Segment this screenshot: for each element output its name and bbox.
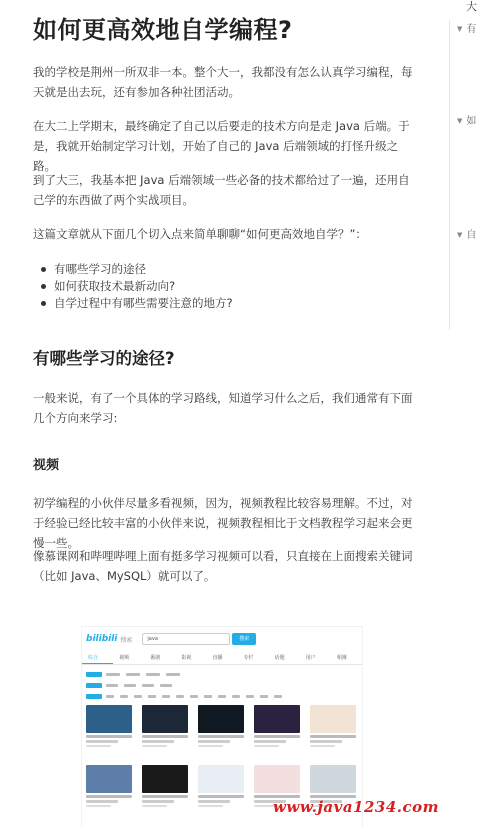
video-caption-line <box>142 745 167 747</box>
video-thumbnail <box>254 705 300 733</box>
screenshot-tab: 相簿 <box>336 655 347 661</box>
video-caption-line <box>142 735 188 738</box>
toc-item[interactable]: ▼ 有 <box>457 24 477 35</box>
screenshot-tab: 视频 <box>119 655 130 661</box>
logo-subtitle: 搜索 <box>120 636 133 644</box>
video-caption-line <box>310 745 335 747</box>
screenshot-search-input: java <box>142 633 230 645</box>
video-caption-line <box>198 735 244 738</box>
video-caption-line <box>198 740 230 743</box>
video-card <box>86 765 132 807</box>
screenshot-tab: 影视 <box>181 655 192 661</box>
screenshot-tab: 直播 <box>212 655 223 661</box>
toc-rail <box>449 20 450 330</box>
video-caption-line <box>198 800 230 803</box>
video-caption-line <box>198 745 223 747</box>
video-thumbnail <box>310 705 356 733</box>
video-caption-line <box>310 740 342 743</box>
screenshot-tab: 话题 <box>274 655 285 661</box>
paragraph-intro: 我的学校是荆州一所双非一本。整个大一，我都没有怎么认真学习编程，每天就是出去玩，还有参加各种社团活动。 <box>33 65 413 99</box>
paragraph-outline: 这篇文章就从下面几个切入点来简单聊聊“如何更高效地自学？”： <box>33 227 367 241</box>
toc-header: 大 <box>466 0 477 13</box>
screenshot-filter-row <box>86 693 288 699</box>
video-caption-line <box>86 735 132 738</box>
paragraph-direction: 在大二上学期末，最终确定了自己以后要走的技术方向是走 Java 后端。于是，我就开始制定学习计划，开始了自己的 Java 后端领域的打怪升级之路。 <box>33 119 410 173</box>
video-card <box>310 705 356 747</box>
video-thumbnail <box>142 705 188 733</box>
video-caption-line <box>254 740 286 743</box>
list-item: 自学过程中有哪些需要注意的地方? <box>40 295 233 312</box>
video-caption-line <box>254 745 279 747</box>
screenshot-tab: 番剧 <box>150 655 161 661</box>
screenshot-search-button: 搜索 <box>232 633 256 645</box>
screenshot-tab: 综合 <box>82 653 113 664</box>
screenshot-tab: 用户 <box>305 655 316 661</box>
paragraph-sites: 像慕课网和哔哩哔哩上面有挺多学习视频可以看，只直接在上面搜索关键词（比如 Java、MySQL）就可以了。 <box>33 549 413 583</box>
video-caption-line <box>198 795 244 798</box>
screenshot-filter-row <box>86 671 186 677</box>
toc-item[interactable]: ▼ 自 <box>457 230 477 241</box>
paragraph-paths: 一般来说，有了一个具体的学习路线，知道学习什么之后，我们通常有下面几个方向来学习: <box>33 391 413 425</box>
video-thumbnail <box>310 765 356 793</box>
watermark: www.java1234.com <box>273 798 440 816</box>
screenshot-topbar <box>82 627 362 651</box>
page-title: 如何更高效地自学编程? <box>33 16 293 44</box>
screenshot-filter-row <box>86 682 178 688</box>
video-thumbnail <box>254 765 300 793</box>
table-of-contents <box>449 0 475 827</box>
video-card <box>254 705 300 747</box>
paragraph-third-year: 到了大三，我基本把 Java 后端领域一些必备的技术都给过了一遍，还用自己学的东西做了两个实战项目。 <box>33 173 410 207</box>
caret-down-icon: ▼ <box>457 25 463 33</box>
video-card <box>198 705 244 747</box>
list-item: 有哪些学习的途径 <box>40 261 233 278</box>
caret-down-icon: ▼ <box>457 231 463 239</box>
toc-item[interactable]: ▼ 如 <box>457 116 477 127</box>
list-item: 如何获取技术最新动向? <box>40 278 233 295</box>
video-thumbnail <box>86 705 132 733</box>
video-caption-line <box>310 735 356 738</box>
video-caption-line <box>86 800 118 803</box>
caret-down-icon: ▼ <box>457 117 463 125</box>
video-thumbnail <box>198 705 244 733</box>
video-caption-line <box>86 740 118 743</box>
section-heading-paths: 有哪些学习的途径? <box>33 349 175 368</box>
screenshot-tabs <box>82 653 362 665</box>
video-caption-line <box>142 795 188 798</box>
video-caption-line <box>198 805 223 807</box>
video-card <box>142 705 188 747</box>
video-thumbnail <box>142 765 188 793</box>
video-thumbnail <box>198 765 244 793</box>
section-heading-video: 视频 <box>33 458 60 473</box>
video-card <box>198 765 244 807</box>
video-caption-line <box>142 805 167 807</box>
outline-list <box>40 261 233 312</box>
video-caption-line <box>254 735 300 738</box>
bilibili-search-screenshot <box>82 627 362 827</box>
video-caption-line <box>86 745 111 747</box>
screenshot-tab: 专栏 <box>243 655 254 661</box>
video-card <box>142 765 188 807</box>
video-caption-line <box>86 795 132 798</box>
video-caption-line <box>142 800 174 803</box>
bilibili-logo: bilibili <box>86 634 118 644</box>
video-caption-line <box>142 740 174 743</box>
video-caption-line <box>86 805 111 807</box>
video-thumbnail <box>86 765 132 793</box>
paragraph-video: 初学编程的小伙伴尽量多看视频，因为，视频教程比较容易理解。不过，对于经验已经比较丰富的小伙伴来说，视频教程相比于文档教程学习起来会更慢一些。 <box>33 496 413 550</box>
video-card <box>86 705 132 747</box>
